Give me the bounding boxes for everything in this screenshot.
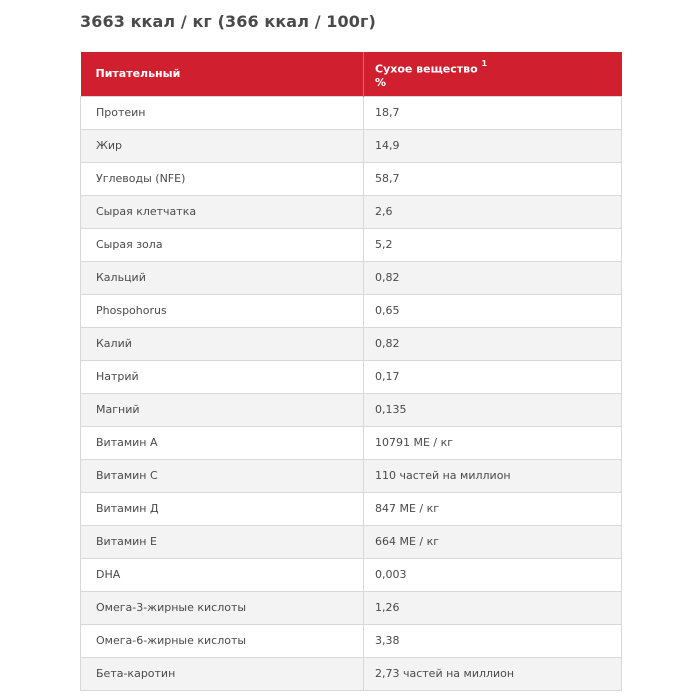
nutrient-name: Углеводы (NFE) bbox=[81, 162, 364, 195]
table-row bbox=[81, 393, 622, 426]
nutrient-name: Магний bbox=[81, 393, 364, 426]
table-row bbox=[81, 195, 622, 228]
table-row bbox=[81, 525, 622, 558]
header-dry-matter bbox=[364, 52, 622, 96]
nutrient-value: 664 МЕ / кг bbox=[364, 525, 622, 558]
table-row bbox=[81, 129, 622, 162]
nutrient-name: Витамин С bbox=[81, 459, 364, 492]
nutrient-name: Жир bbox=[81, 129, 364, 162]
nutrient-name: Phospohorus bbox=[81, 294, 364, 327]
table-row bbox=[81, 294, 622, 327]
nutrient-name: DHA bbox=[81, 558, 364, 591]
nutrient-value: 2,6 bbox=[364, 195, 622, 228]
nutrient-name: Витамин Д bbox=[81, 492, 364, 525]
nutrient-name: Витамин Е bbox=[81, 525, 364, 558]
table-row bbox=[81, 657, 622, 690]
table-row bbox=[81, 96, 622, 129]
nutrient-name: Витамин А bbox=[81, 426, 364, 459]
table-header-row bbox=[81, 52, 622, 96]
nutrient-name: Протеин bbox=[81, 96, 364, 129]
table-row bbox=[81, 162, 622, 195]
nutrient-name: Натрий bbox=[81, 360, 364, 393]
nutrient-value: 110 частей на миллион bbox=[364, 459, 622, 492]
nutrient-value: 0,65 bbox=[364, 294, 622, 327]
header-dry-matter-label: Сухое вещество bbox=[375, 62, 478, 76]
header-nutrient: Питательный bbox=[81, 52, 364, 96]
nutrient-value: 58,7 bbox=[364, 162, 622, 195]
nutrient-value: 2,73 частей на миллион bbox=[364, 657, 622, 690]
header-dry-matter-unit: % bbox=[375, 75, 387, 89]
table-row bbox=[81, 492, 622, 525]
nutrient-value: 0,82 bbox=[364, 261, 622, 294]
nutrient-value: 0,135 bbox=[364, 393, 622, 426]
nutrition-table bbox=[80, 52, 622, 691]
nutrient-name: Омега-6-жирные кислоты bbox=[81, 624, 364, 657]
table-row bbox=[81, 327, 622, 360]
nutrient-value: 14,9 bbox=[364, 129, 622, 162]
table-row bbox=[81, 624, 622, 657]
energy-value: 3663 ккал / кг (366 ккал / 100г) bbox=[80, 12, 376, 31]
nutrient-name: Кальций bbox=[81, 261, 364, 294]
footnote-marker: 1 bbox=[481, 58, 488, 68]
nutrient-name: Омега-3-жирные кислоты bbox=[81, 591, 364, 624]
nutrient-value: 1,26 bbox=[364, 591, 622, 624]
table-row bbox=[81, 591, 622, 624]
nutrient-value: 3,38 bbox=[364, 624, 622, 657]
table-row bbox=[81, 459, 622, 492]
table-row bbox=[81, 261, 622, 294]
table-row bbox=[81, 558, 622, 591]
nutrient-name: Калий bbox=[81, 327, 364, 360]
nutrient-name: Бета-каротин bbox=[81, 657, 364, 690]
nutrient-value: 0,82 bbox=[364, 327, 622, 360]
nutrient-value: 5,2 bbox=[364, 228, 622, 261]
table-row bbox=[81, 228, 622, 261]
nutrient-name: Сырая клетчатка bbox=[81, 195, 364, 228]
nutrient-value: 18,7 bbox=[364, 96, 622, 129]
nutrient-value: 847 МЕ / кг bbox=[364, 492, 622, 525]
table-row bbox=[81, 426, 622, 459]
nutrient-value: 10791 МЕ / кг bbox=[364, 426, 622, 459]
nutrient-name: Сырая зола bbox=[81, 228, 364, 261]
nutrient-value: 0,17 bbox=[364, 360, 622, 393]
nutrient-value: 0,003 bbox=[364, 558, 622, 591]
table-row bbox=[81, 360, 622, 393]
